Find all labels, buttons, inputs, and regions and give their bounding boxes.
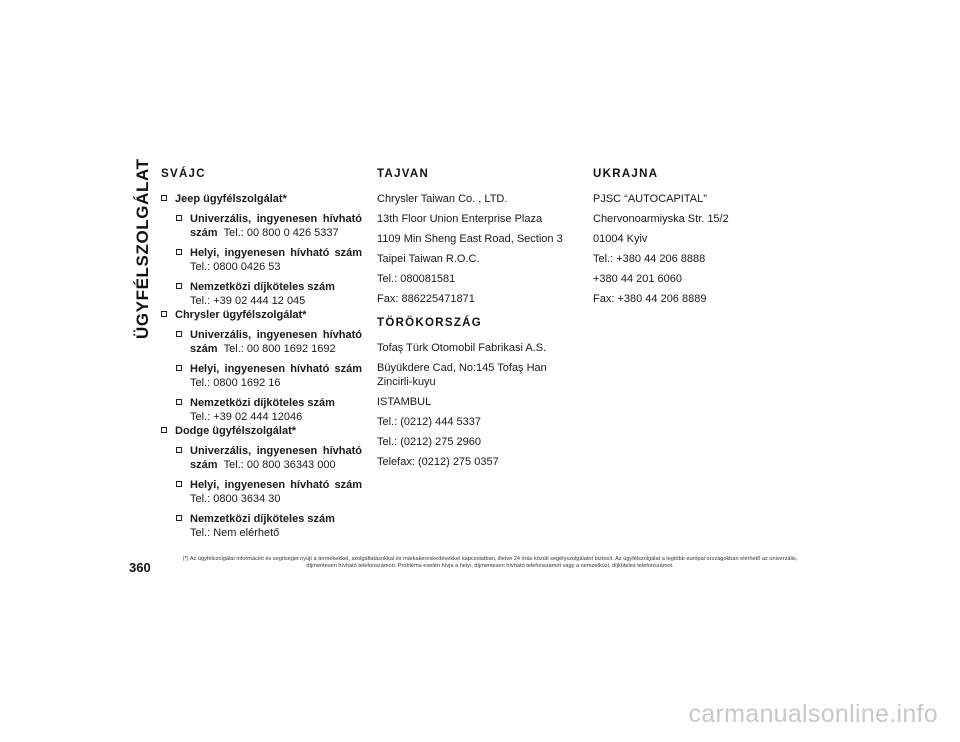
address-line: Büyükdere Cad, No:145 Tofaş Han Zincirli-kuyu: [377, 362, 547, 388]
watermark-text: carmanualsonline.info: [688, 700, 938, 728]
footnote: (*) Az ügyfélszolgálat információt és segítséget nyújt a termékekkel, szolgáltatásokkal és márkakereskedésekkel kapcsolatban, illetve 24 órás közúti segélyszolgálatot biztosít. Az ügyfélszolgálat a legtöbb európai országokban elérhető az univerzális, díjmentesen hívható telefonszámon. Probléma esetén hívja a helyi, díjmentesen hívható telefonszámot vagy a nemzetközi, díjköteles telefonszámot.: [182, 556, 798, 569]
address-line: Chrysler Taiwan Co. , LTD.: [377, 193, 508, 205]
contact-item: Helyi, ingyenesen hívható szám Tel.: 0800 0426 53: [161, 246, 362, 274]
column-taiwan-turkey: [377, 167, 580, 475]
checkbox-bullet-icon: [176, 399, 182, 405]
phone-line: +380 44 201 6060: [593, 273, 683, 285]
heading-switzerland: SVÁJC: [161, 168, 206, 180]
checkbox-bullet-icon: [176, 515, 182, 521]
fax-line: Fax: 886225471871: [377, 293, 475, 305]
phone-line: Tel.: +380 44 206 8888: [593, 253, 706, 265]
contact-item: Helyi, ingyenesen hívható szám Tel.: 0800 3634 30: [161, 478, 362, 506]
checkbox-bullet-icon: [176, 365, 182, 371]
phone-line: Tel.: (0212) 444 5337: [377, 416, 481, 428]
address-line: Chervonoarmiyska Str. 15/2: [593, 213, 729, 225]
checkbox-bullet-icon: [176, 215, 182, 221]
contact-item: Univerzális, ingyenesen hívható szám Tel.: 00 800 0 426 5337: [161, 212, 362, 240]
group-title-chrysler: Chrysler ügyfélszolgálat*: [161, 308, 362, 322]
phone-line: Tel.: 080081581: [377, 273, 456, 285]
page-number: 360: [129, 560, 151, 575]
fax-line: Fax: +380 44 206 8889: [593, 293, 707, 305]
checkbox-bullet-icon: [161, 427, 167, 433]
contact-item: Univerzális, ingyenesen hívható szám Tel.: 00 800 36343 000: [161, 444, 362, 472]
section-side-title: ÜGYFÉLSZOLGÁLAT: [133, 158, 152, 339]
checkbox-bullet-icon: [176, 481, 182, 487]
address-line: 13th Floor Union Enterprise Plaza: [377, 213, 543, 225]
checkbox-bullet-icon: [161, 195, 167, 201]
contact-item: Helyi, ingyenesen hívható szám Tel.: 0800 1692 16: [161, 362, 362, 390]
heading-taiwan: TAJVAN: [377, 168, 430, 180]
contact-item: Nemzetközi díjköteles szám Tel.: +39 02 444 12046: [161, 396, 362, 424]
fax-line: Telefax: (0212) 275 0357: [377, 456, 499, 468]
checkbox-bullet-icon: [176, 331, 182, 337]
contact-item: Nemzetközi díjköteles szám Tel.: +39 02 444 12 045: [161, 280, 362, 308]
address-line: PJSC “AUTOCAPITAL”: [593, 193, 707, 205]
address-line: 01004 Kyiv: [593, 233, 648, 245]
phone-line: Tel.: (0212) 275 2960: [377, 436, 481, 448]
address-line: ISTAMBUL: [377, 396, 432, 408]
checkbox-bullet-icon: [176, 249, 182, 255]
column-ukraine: [593, 167, 803, 312]
contact-item: Nemzetközi díjköteles szám Tel.: Nem elérhető: [161, 512, 362, 540]
address-line: Taipei Taiwan R.O.C.: [377, 253, 480, 265]
heading-turkey: TÖRÖKORSZÁG: [377, 317, 483, 329]
contact-item: Univerzális, ingyenesen hívható szám Tel.: 00 800 1692 1692: [161, 328, 362, 356]
checkbox-bullet-icon: [176, 283, 182, 289]
address-line: Tofaş Türk Otomobil Fabrikasi A.S.: [377, 342, 547, 354]
group-title-jeep: Jeep ügyfélszolgálat*: [161, 192, 362, 206]
group-title-dodge: Dodge ügyfélszolgálat*: [161, 424, 362, 438]
checkbox-bullet-icon: [176, 447, 182, 453]
column-switzerland: [161, 167, 362, 546]
checkbox-bullet-icon: [161, 311, 167, 317]
address-line: 1109 Min Sheng East Road, Section 3: [377, 233, 563, 245]
heading-ukraine: UKRAJNA: [593, 168, 659, 180]
